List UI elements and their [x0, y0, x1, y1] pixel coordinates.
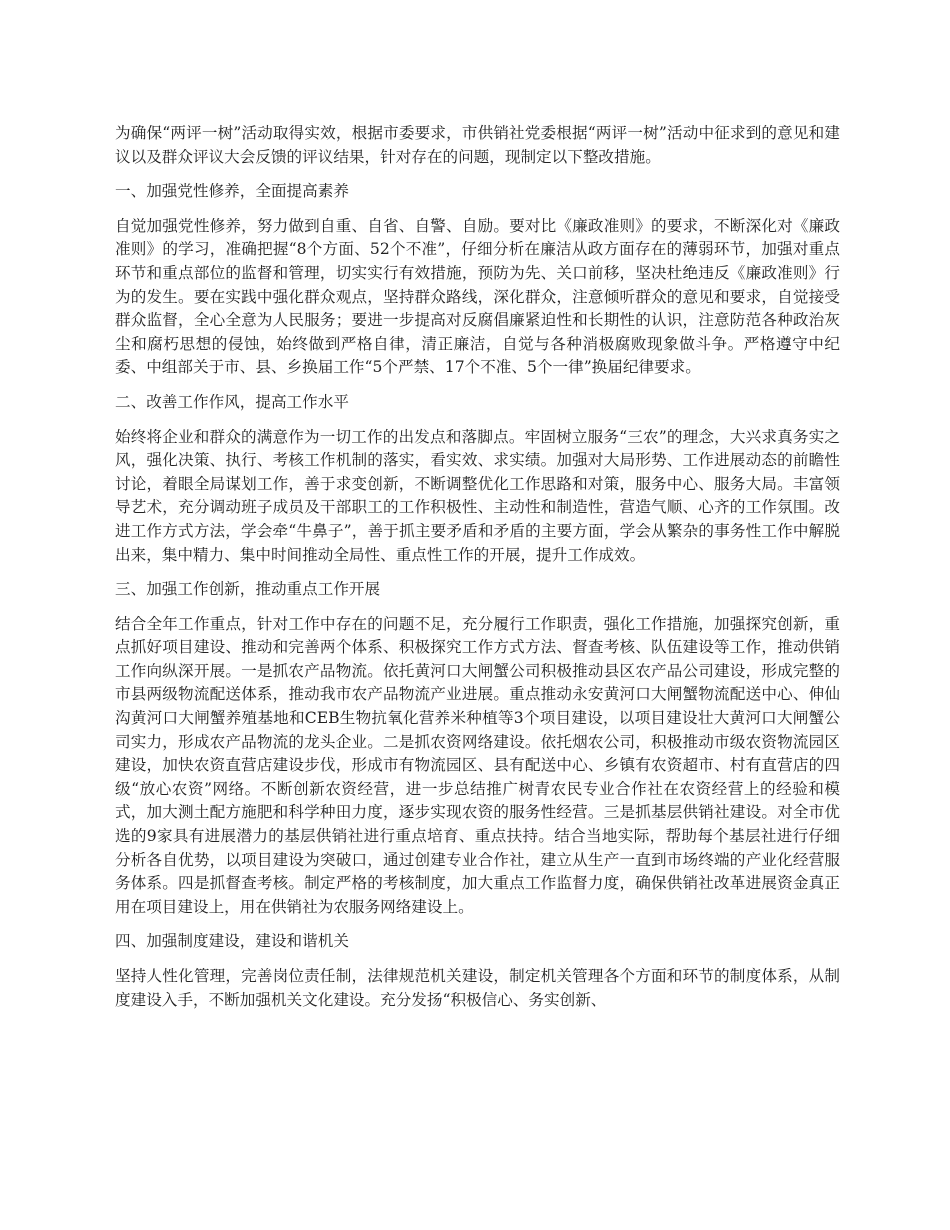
document-page	[115, 122, 840, 1023]
intro-paragraph: 为确保“两评一树”活动取得实效，根据市委要求，市供销社党委根据“两评一树”活动中征求到的意见和建议以及群众评议大会反馈的评议结果，针对存在的问题，现制定以下整改措施。	[115, 124, 840, 166]
section-4-heading: 四、加强制度建设，建设和谐机关	[115, 932, 349, 951]
section-3-body: 结合全年工作重点，针对工作中存在的问题不足，充分履行工作职责，强化工作措施，加强探究创新，重点抓好项目建设、推动和完善两个体系、积极探究工作方式方法、督查考核、队伍建设等工作，推动供销工作向纵深开展。一是抓农产品物流。依托黄河口大闸蟹公司积极推动县区农产品公司建设，形成完整的市县两级物流配送体系，推动我市农产品物流产业进展。重点推动永安黄河口大闸蟹物流配送中心、伸仙沟黄河口大闸蟹养殖基地和CEB生物抗氧化营养米种植等3个项目建设，以项目建设壮大黄河口大闸蟹公司实力，形成农产品物流的龙头企业。二是抓农资网络建设。依托烟农公司，积极推动市级农资物流园区建设，加快农资直营店建设步伐，形成市有物流园区、县有配送中心、乡镇有农资超市、村有直营店的四级“放心农资”网络。不断创新农资经营，进一步总结推广树青农民专业合作社在农资经营上的经验和模式，加大测土配方施肥和科学种田力度，逐步实现农资的服务性经营。三是抓基层供销社建设。对全市优选的9家具有进展潜力的基层供销社进行重点培育、重点扶持。结合当地实际，帮助每个基层社进行仔细分析各自优势，以项目建设为突破口，通过创建专业合作社，建立从生产一直到市场终端的产业化经营服务体系。四是抓督查考核。制定严格的考核制度，加大重点工作监督力度，确保供销社改革进展资金真正用在项目建设上，用在供销社为农服务网络建设上。	[115, 614, 840, 916]
section-1-heading: 一、加强党性修养，全面提高素养	[115, 182, 349, 201]
section-4-body: 坚持人性化管理，完善岗位责任制，法律规范机关建设，制定机关管理各个方面和环节的制度体系，从制度建设入手，不断加强机关文化建设。充分发扬“积极信心、务实创新、	[115, 967, 840, 1009]
section-2-heading: 二、改善工作作风，提高工作水平	[115, 392, 349, 411]
section-2-body: 始终将企业和群众的满意作为一切工作的出发点和落脚点。牢固树立服务“三农”的理念，大兴求真务实之风，强化决策、执行、考核工作机制的落实，看实效、求实绩。加强对大局形势、工作进展动态的前瞻性讨论，着眼全局谋划工作，善于求变创新，不断调整优化工作思路和对策，服务中心、服务大局。丰富领导艺术，充分调动班子成员及干部职工的工作积极性、主动性和制造性，营造气顺、心齐的工作氛围。改进工作方式方法，学会牵“牛鼻子”，善于抓主要矛盾和矛盾的主要方面，学会从繁杂的事务性工作中解脱出来，集中精力、集中时间推动全局性、重点性工作的开展，提升工作成效。	[115, 427, 840, 564]
section-1-body: 自觉加强党性修养，努力做到自重、自省、自警、自励。要对比《廉政准则》的要求，不断深化对《廉政准则》的学习，准确把握“8个方面、52个不准”，仔细分析在廉洁从政方面存在的薄弱环节，加强对重点环节和重点部位的监督和管理，切实实行有效措施，预防为先、关口前移，坚决杜绝违反《廉政准则》行为的发生。要在实践中强化群众观点，坚持群众路线，深化群众，注意倾听群众的意见和要求，自觉接受群众监督，全心全意为人民服务；要进一步提高对反腐倡廉紧迫性和长期性的认识，注意防范各种政治灰尘和腐朽思想的侵蚀，始终做到严格自律，清正廉洁，自觉与各种消极腐败现象做斗争。严格遵守中纪委、中组部关于市、县、乡换届工作“5个严禁、17个不准、5个一律”换届纪律要求。	[115, 216, 840, 377]
section-3-heading: 三、加强工作创新，推动重点工作开展	[115, 580, 381, 599]
